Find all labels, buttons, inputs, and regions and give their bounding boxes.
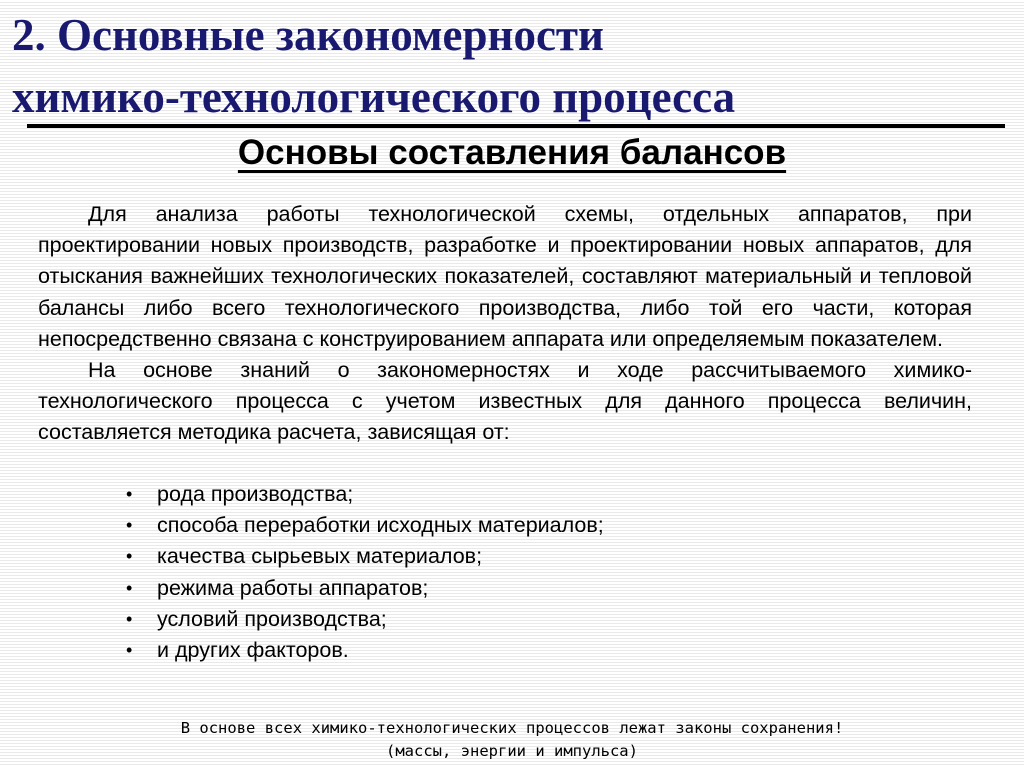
footer-note [0,717,1024,763]
body-text [38,199,972,449]
list-item [120,573,820,604]
paragraph-2: На основе знаний о закономерностях и ходе рассчитываемого химико-технологического процесса с учетом известных для данного процесса величин, составляется методика расчета, зависящая от: [38,358,972,445]
footer-line-1: В основе всех химико-технологических процессов лежат законы сохранения! [180,719,844,737]
list-item [120,604,820,635]
list-item-text: качества сырьевых материалов; [157,544,483,569]
list-item [120,479,820,510]
factor-list [120,479,820,666]
slide-title-line-2: химико-технологического процесса [12,72,736,122]
list-item-text: условий производства; [157,606,387,631]
slide-subtitle-text: Основы составления балансов [237,133,787,172]
bullet-icon: • [126,546,133,567]
list-item [120,510,820,541]
list-item-text: и других факторов. [157,638,349,663]
bullet-icon: • [126,515,133,536]
bullet-icon: • [126,577,133,598]
list-item-text: способа переработки исходных материалов; [157,513,604,538]
slide-subtitle [0,128,1024,178]
list-item [120,541,820,572]
slide-title-line-1: 2. Основные закономерности [12,10,604,60]
list-item [120,635,820,666]
bullet-icon: • [126,608,133,629]
bullet-icon: • [126,484,133,504]
list-item-text: рода производства; [157,482,354,506]
bullet-icon: • [126,640,133,661]
footer-line-2: (массы, энергии и импульса) [386,742,638,760]
paragraph-1: Для анализа работы технологической схемы, отдельных аппаратов, при проектировании новых производств, разработке и проектировании новых аппаратов, для отыскания важнейших технологических показателей, составляют материальный и тепловой балансы либо всего технологического производства, либо той его части, которая непосредственно связана с конструированием аппарата или определяемым показателем. [38,202,972,351]
slide-title [12,4,1012,128]
list-item-text: режима работы аппаратов; [157,575,429,600]
